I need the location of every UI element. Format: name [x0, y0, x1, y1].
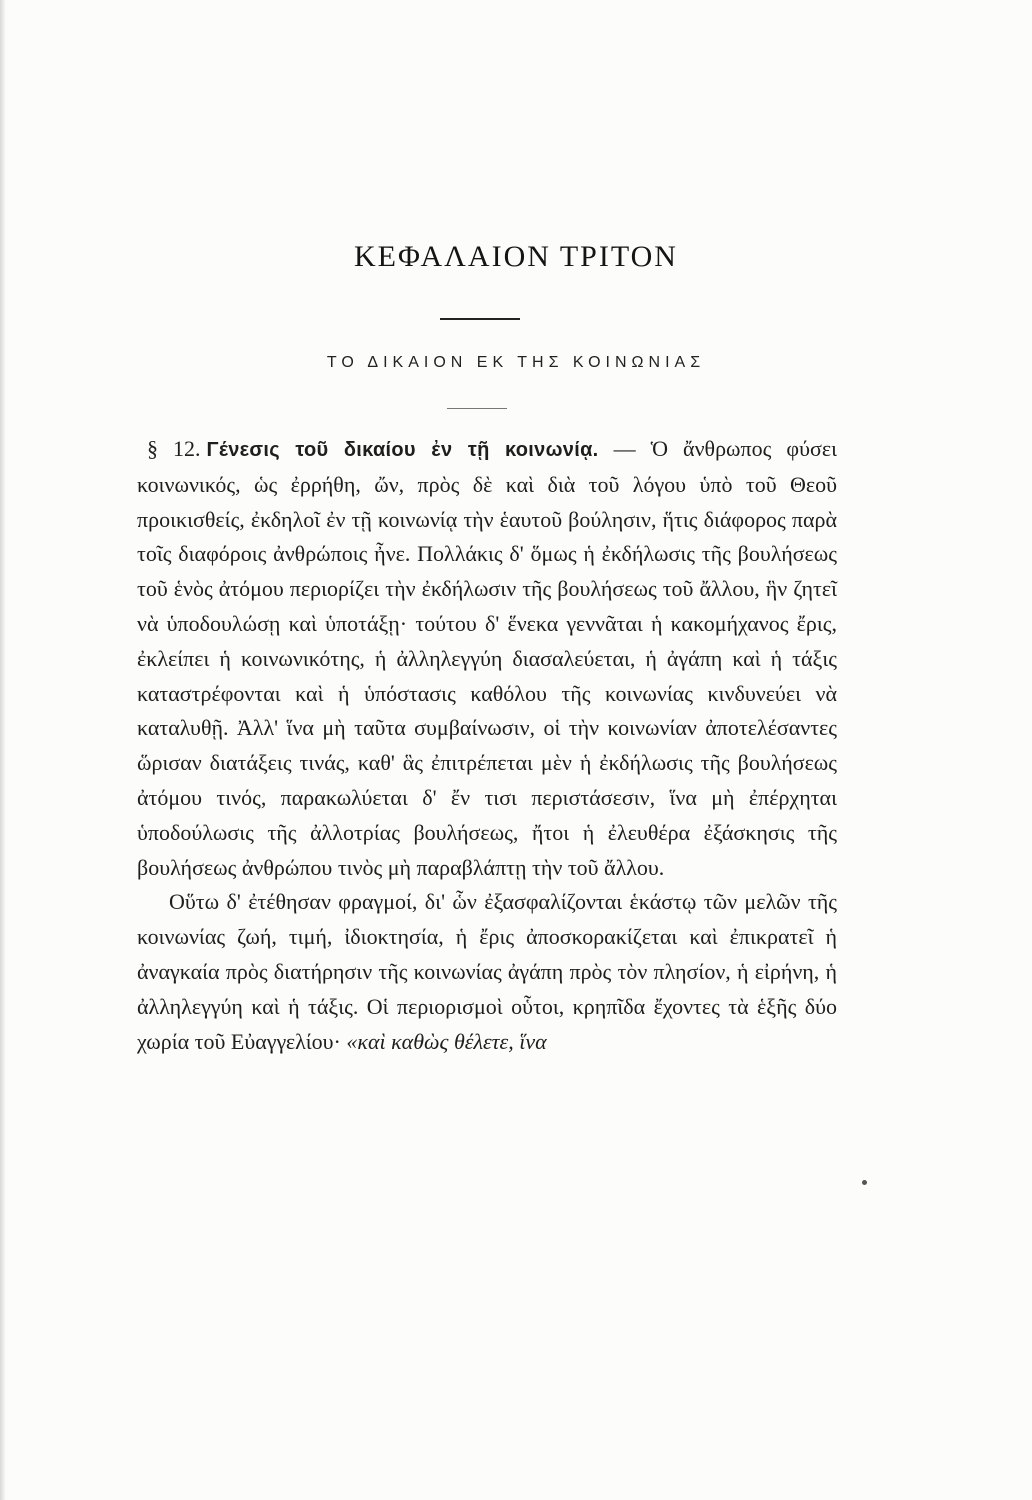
body-text	[137, 432, 837, 1059]
section-heading: ΤΟ ΔΙΚΑΙΟΝ ΕΚ ΤΗΣ ΚΟΙΝΩΝΙΑΣ	[326, 354, 706, 371]
gospel-quote: «καὶ καθὼς θέλετε, ἵνα	[340, 1028, 547, 1054]
paragraph-2-text: Οὕτω δ' ἐτέθησαν φραγμοί, δι' ὧν ἐξασφαλίζονται ἑκάστῳ τῶν μελῶν τῆς κοινωνίας ζωή, τιμή, ἰδιοκτησία, ἡ ἔρις ἀποσκορακίζεται καὶ ἐπικρατεῖ ἡ ἀναγκαία πρὸς διατήρησιν τῆς κοινωνίας ἀγάπη πρὸς τὸν πλησίον, ἡ εἰρήνη, ἡ ἀλληλεγγύη καὶ ἡ τάξις. Οἱ περιορισμοὶ οὗτοι, κρηπῖδα ἔχοντες τὰ ἑξῆς δύο χωρία τοῦ Εὐαγγελίου·	[137, 889, 837, 1054]
paragraph-title: Γένεσις τοῦ δικαίου ἐν τῇ κοινωνίᾳ.	[206, 439, 599, 461]
ink-speck	[862, 1180, 867, 1185]
title-rule	[440, 318, 520, 320]
paragraph-1	[137, 432, 837, 885]
paragraph-number: § 12.	[147, 436, 201, 461]
paragraph-2	[137, 885, 837, 1059]
heading-rule	[447, 408, 507, 409]
chapter-title: ΚΕΦΑΛΑΙΟΝ ΤΡΙΤΟΝ	[354, 240, 678, 273]
binding-shadow	[0, 0, 6, 1500]
paragraph-1-text: — Ὁ ἄνθρωπος φύσει κοινωνικός, ὡς ἐρρήθη, ὤν, πρὸς δὲ καὶ διὰ τοῦ λόγου ὑπὸ τοῦ Θεοῦ προικισθείς, ἐκδηλοῖ ἐν τῇ κοινωνίᾳ τὴν ἑαυτοῦ βούλησιν, ἥτις διάφορος παρὰ τοῖς διαφόροις ἀνθρώποις ἦνε. Πολλάκις δ' ὅμως ἡ ἐκδήλωσις τῆς βουλήσεως τοῦ ἑνὸς ἀτόμου περιορίζει τὴν ἐκδήλωσιν τῆς βουλήσεως τοῦ ἄλλου, ἣν ζητεῖ νὰ ὑποδουλώσῃ καὶ ὑποτάξῃ· τούτου δ' ἕνεκα γεννᾶται ἡ κακομήχανος ἔρις, ἐκλείπει ἡ κοινωνικότης, ἡ ἀλληλεγγύη διασαλεύεται, ἡ ἀγάπη καὶ ἡ τάξις καταστρέφονται καὶ ἡ ὑπόστασις καθόλου τῆς κοινωνίας κινδυνεύει νὰ καταλυθῇ. Ἀλλ' ἵνα μὴ ταῦτα συμβαίνωσιν, οἱ τὴν κοινωνίαν ἀποτελέσαντες ὥρισαν διατάξεις τινάς, καθ' ἃς ἐπιτρέπεται μὲν ἡ ἐκδήλωσις τῆς βουλήσεως ἀτόμου τινός, παρακωλύεται δ' ἔν τισι περιστάσεσιν, ἵνα μὴ ἐπέρχηται ὑποδούλωσις τῆς ἀλλοτρίας βουλήσεως, ἤτοι ἡ ἐλευθέρα ἐξάσκησις τῆς βουλήσεως ἀνθρώπου τινὸς μὴ παραβλάπτῃ τὴν τοῦ ἄλλου.	[137, 436, 837, 880]
